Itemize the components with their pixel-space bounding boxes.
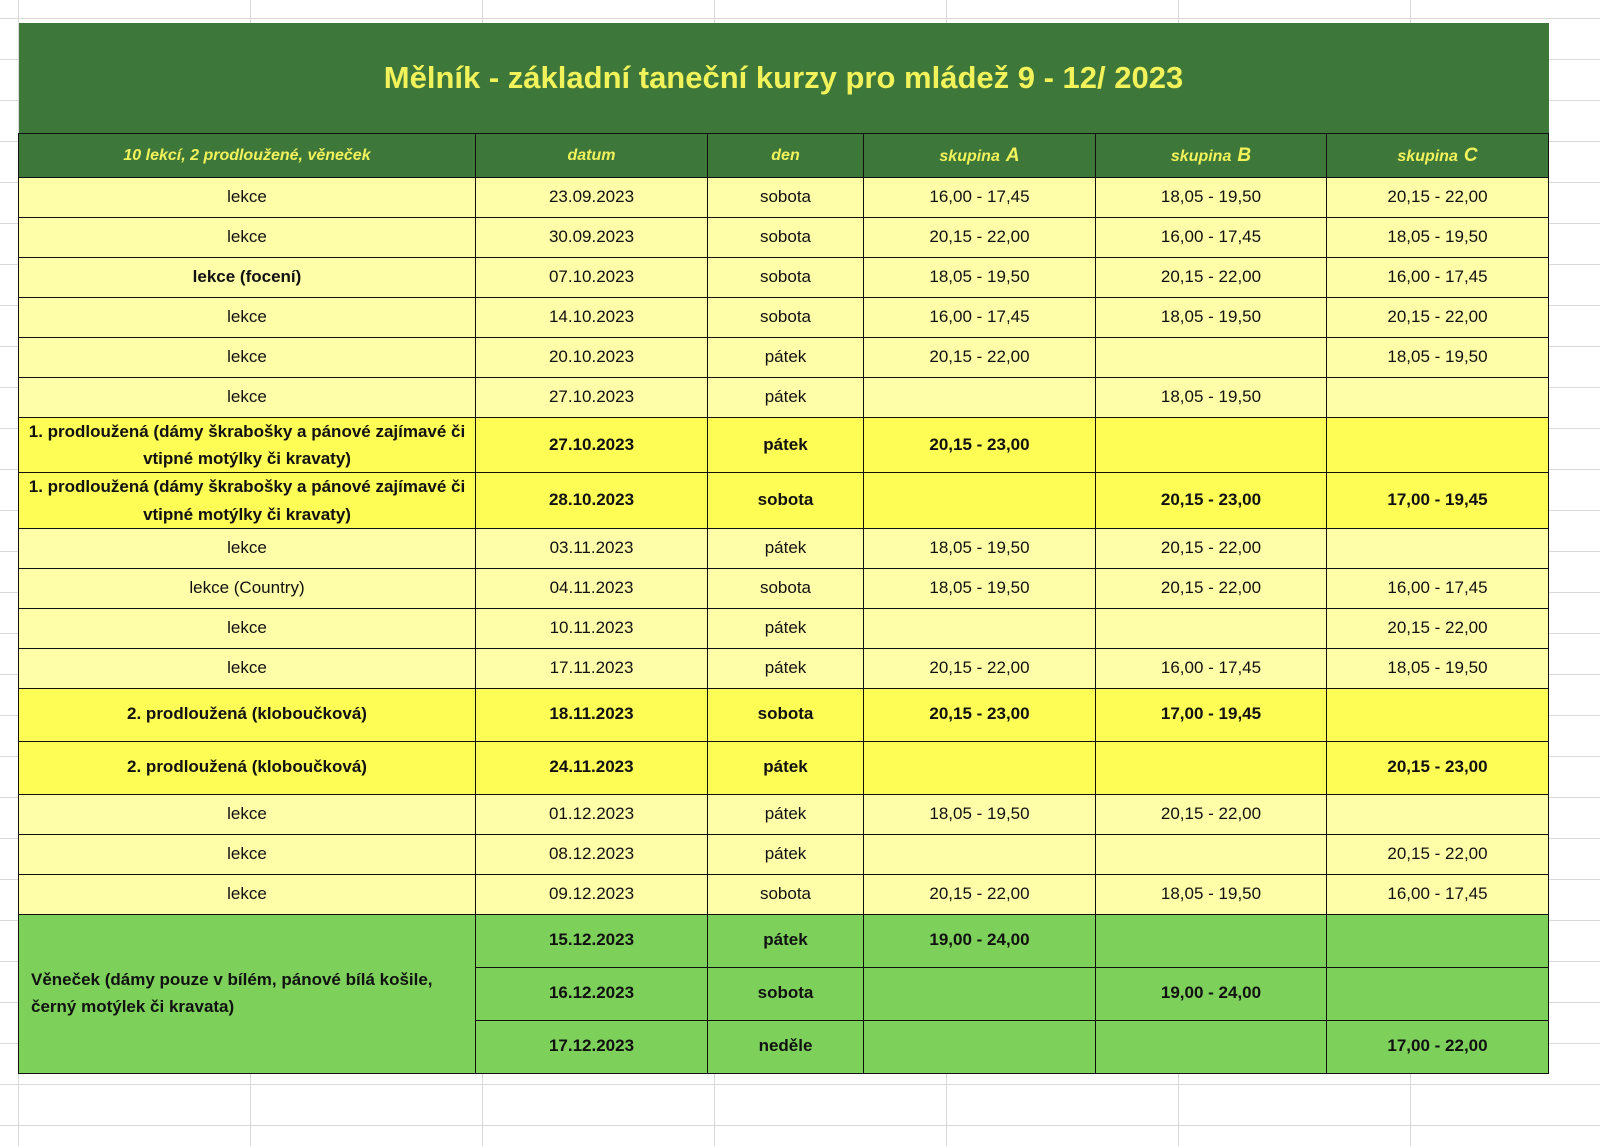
- cell-description[interactable]: lekce: [19, 178, 476, 218]
- cell-description[interactable]: lekce (Country): [19, 568, 476, 608]
- cell-group-b[interactable]: [1096, 834, 1327, 874]
- table-row: [19, 794, 1549, 834]
- cell-date[interactable]: 23.09.2023: [476, 178, 708, 218]
- cell-date[interactable]: 15.12.2023: [476, 914, 708, 967]
- cell-day[interactable]: sobota: [708, 967, 864, 1020]
- cell-group-a[interactable]: 20,15 - 22,00: [864, 648, 1096, 688]
- cell-description[interactable]: 1. prodloužená (dámy škrabošky a pánové zajímavé či vtipné motýlky či kravaty): [19, 473, 476, 528]
- cell-date[interactable]: 14.10.2023: [476, 298, 708, 338]
- header-day[interactable]: den: [708, 134, 864, 178]
- cell-group-a[interactable]: [864, 473, 1096, 528]
- header-group-b-letter: B: [1237, 144, 1252, 166]
- table-row: [19, 688, 1549, 741]
- cell-date[interactable]: 17.12.2023: [476, 1020, 708, 1073]
- cell-description[interactable]: lekce: [19, 218, 476, 258]
- cell-group-a[interactable]: [864, 608, 1096, 648]
- cell-group-a[interactable]: 20,15 - 23,00: [864, 418, 1096, 473]
- cell-day[interactable]: sobota: [708, 874, 864, 914]
- cell-day[interactable]: sobota: [708, 178, 864, 218]
- cell-group-b[interactable]: 20,15 - 22,00: [1096, 568, 1327, 608]
- cell-group-a[interactable]: [864, 967, 1096, 1020]
- cell-date[interactable]: 07.10.2023: [476, 258, 708, 298]
- cell-group-a[interactable]: [864, 834, 1096, 874]
- table-row: [19, 874, 1549, 914]
- cell-group-c[interactable]: [1327, 794, 1549, 834]
- cell-date[interactable]: 10.11.2023: [476, 608, 708, 648]
- cell-group-a[interactable]: [864, 378, 1096, 418]
- cell-date[interactable]: 17.11.2023: [476, 648, 708, 688]
- header-group-b-label: skupina: [1170, 147, 1232, 165]
- cell-date[interactable]: 03.11.2023: [476, 528, 708, 568]
- cell-date[interactable]: 27.10.2023: [476, 418, 708, 473]
- table-row: [19, 298, 1549, 338]
- cell-group-a[interactable]: 16,00 - 17,45: [864, 178, 1096, 218]
- header-date[interactable]: datum: [476, 134, 708, 178]
- cell-date[interactable]: 20.10.2023: [476, 338, 708, 378]
- cell-group-c[interactable]: 20,15 - 22,00: [1327, 298, 1549, 338]
- cell-group-b[interactable]: [1096, 608, 1327, 648]
- cell-group-c[interactable]: 18,05 - 19,50: [1327, 648, 1549, 688]
- cell-date[interactable]: 16.12.2023: [476, 967, 708, 1020]
- cell-day[interactable]: pátek: [708, 741, 864, 794]
- cell-day[interactable]: pátek: [708, 608, 864, 648]
- cell-description[interactable]: lekce: [19, 528, 476, 568]
- table-row: [19, 528, 1549, 568]
- cell-group-c[interactable]: 20,15 - 23,00: [1327, 741, 1549, 794]
- cell-group-c[interactable]: 16,00 - 17,45: [1327, 258, 1549, 298]
- cell-group-c[interactable]: [1327, 914, 1549, 967]
- cell-description[interactable]: 2. prodloužená (kloboučková): [19, 741, 476, 794]
- cell-group-a[interactable]: 16,00 - 17,45: [864, 298, 1096, 338]
- table-row: [19, 741, 1549, 794]
- cell-group-a[interactable]: [864, 741, 1096, 794]
- cell-description[interactable]: lekce: [19, 378, 476, 418]
- cell-group-c[interactable]: 20,15 - 22,00: [1327, 178, 1549, 218]
- cell-description[interactable]: lekce: [19, 648, 476, 688]
- cell-date[interactable]: 08.12.2023: [476, 834, 708, 874]
- cell-day[interactable]: pátek: [708, 378, 864, 418]
- cell-group-a[interactable]: 18,05 - 19,50: [864, 258, 1096, 298]
- cell-day[interactable]: pátek: [708, 338, 864, 378]
- cell-group-a[interactable]: 20,15 - 22,00: [864, 874, 1096, 914]
- cell-day[interactable]: pátek: [708, 914, 864, 967]
- cell-description[interactable]: 1. prodloužená (dámy škrabošky a pánové zajímavé či vtipné motýlky či kravaty): [19, 418, 476, 473]
- cell-group-a[interactable]: 19,00 - 24,00: [864, 914, 1096, 967]
- cell-group-b[interactable]: 16,00 - 17,45: [1096, 218, 1327, 258]
- header-group-a-label: skupina: [939, 147, 1000, 165]
- cell-day[interactable]: pátek: [708, 794, 864, 834]
- cell-group-b[interactable]: [1096, 338, 1327, 378]
- cell-group-c[interactable]: [1327, 378, 1549, 418]
- cell-group-b[interactable]: 20,15 - 22,00: [1096, 528, 1327, 568]
- cell-date[interactable]: 09.12.2023: [476, 874, 708, 914]
- cell-description[interactable]: lekce: [19, 298, 476, 338]
- header-group-a[interactable]: [864, 134, 1096, 178]
- cell-group-b[interactable]: [1096, 741, 1327, 794]
- cell-date[interactable]: 27.10.2023: [476, 378, 708, 418]
- cell-description[interactable]: lekce: [19, 874, 476, 914]
- cell-group-c[interactable]: 17,00 - 22,00: [1327, 1020, 1549, 1073]
- cell-description[interactable]: lekce: [19, 794, 476, 834]
- cell-group-a[interactable]: 18,05 - 19,50: [864, 794, 1096, 834]
- cell-date[interactable]: 04.11.2023: [476, 568, 708, 608]
- cell-group-a[interactable]: 18,05 - 19,50: [864, 568, 1096, 608]
- cell-group-a[interactable]: 20,15 - 23,00: [864, 688, 1096, 741]
- cell-group-c[interactable]: [1327, 967, 1549, 1020]
- cell-group-b[interactable]: 20,15 - 22,00: [1096, 258, 1327, 298]
- cell-group-c[interactable]: 18,05 - 19,50: [1327, 338, 1549, 378]
- cell-day[interactable]: sobota: [708, 568, 864, 608]
- cell-description[interactable]: lekce: [19, 608, 476, 648]
- cell-group-c[interactable]: 18,05 - 19,50: [1327, 218, 1549, 258]
- table-row: [19, 608, 1549, 648]
- cell-description[interactable]: lekce (focení): [19, 258, 476, 298]
- cell-date[interactable]: 30.09.2023: [476, 218, 708, 258]
- cell-date[interactable]: 24.11.2023: [476, 741, 708, 794]
- cell-description[interactable]: lekce: [19, 834, 476, 874]
- cell-group-c[interactable]: [1327, 688, 1549, 741]
- cell-day[interactable]: pátek: [708, 528, 864, 568]
- cell-group-b[interactable]: [1096, 1020, 1327, 1073]
- cell-day[interactable]: pátek: [708, 648, 864, 688]
- header-group-a-letter: A: [1005, 144, 1020, 166]
- cell-date[interactable]: 18.11.2023: [476, 688, 708, 741]
- cell-description[interactable]: 2. prodloužená (kloboučková): [19, 688, 476, 741]
- table-row: [19, 338, 1549, 378]
- cell-day[interactable]: neděle: [708, 1020, 864, 1073]
- cell-day[interactable]: sobota: [708, 218, 864, 258]
- table-row: [19, 418, 1549, 473]
- cell-group-a[interactable]: [864, 1020, 1096, 1073]
- cell-group-c[interactable]: 20,15 - 22,00: [1327, 608, 1549, 648]
- cell-day[interactable]: pátek: [708, 834, 864, 874]
- cell-group-a[interactable]: 20,15 - 22,00: [864, 338, 1096, 378]
- header-group-b[interactable]: [1096, 134, 1327, 178]
- schedule-table: [18, 23, 1549, 1074]
- cell-group-c[interactable]: 20,15 - 22,00: [1327, 834, 1549, 874]
- cell-date[interactable]: 01.12.2023: [476, 794, 708, 834]
- cell-description[interactable]: lekce: [19, 338, 476, 378]
- cell-group-b[interactable]: 20,15 - 22,00: [1096, 794, 1327, 834]
- cell-group-b[interactable]: 20,15 - 23,00: [1096, 473, 1327, 528]
- header-description[interactable]: 10 lekcí, 2 prodloužené, věneček: [19, 134, 476, 178]
- table-row: [19, 568, 1549, 608]
- cell-day[interactable]: sobota: [708, 473, 864, 528]
- cell-group-a[interactable]: 18,05 - 19,50: [864, 528, 1096, 568]
- table-row: [19, 648, 1549, 688]
- table-row: [19, 378, 1549, 418]
- cell-group-b[interactable]: [1096, 418, 1327, 473]
- page-title[interactable]: Mělník - základní taneční kurzy pro mládež 9 - 12/ 2023: [19, 23, 1549, 134]
- cell-day[interactable]: sobota: [708, 298, 864, 338]
- cell-group-b[interactable]: [1096, 914, 1327, 967]
- table-row: [19, 473, 1549, 528]
- cell-group-b[interactable]: 19,00 - 24,00: [1096, 967, 1327, 1020]
- table-row: [19, 834, 1549, 874]
- header-row: [19, 134, 1549, 178]
- cell-group-b[interactable]: 18,05 - 19,50: [1096, 298, 1327, 338]
- cell-day[interactable]: pátek: [708, 418, 864, 473]
- cell-description[interactable]: Věneček (dámy pouze v bílém, pánové bílá košile, černý motýlek či kravata): [19, 914, 476, 1073]
- header-group-c[interactable]: [1327, 134, 1549, 178]
- header-group-c-label: skupina: [1397, 147, 1458, 165]
- cell-group-c[interactable]: 17,00 - 19,45: [1327, 473, 1549, 528]
- cell-group-b[interactable]: 18,05 - 19,50: [1096, 378, 1327, 418]
- table-row: [19, 218, 1549, 258]
- table-row: [19, 258, 1549, 298]
- title-row: [19, 23, 1549, 134]
- cell-group-a[interactable]: 20,15 - 22,00: [864, 218, 1096, 258]
- cell-date[interactable]: 28.10.2023: [476, 473, 708, 528]
- cell-group-b[interactable]: 18,05 - 19,50: [1096, 178, 1327, 218]
- cell-group-b[interactable]: 16,00 - 17,45: [1096, 648, 1327, 688]
- cell-group-c[interactable]: 16,00 - 17,45: [1327, 874, 1549, 914]
- table-row: [19, 914, 1549, 967]
- table-row: [19, 178, 1549, 218]
- cell-day[interactable]: sobota: [708, 688, 864, 741]
- header-group-c-letter: C: [1463, 144, 1478, 166]
- cell-group-c[interactable]: 16,00 - 17,45: [1327, 568, 1549, 608]
- cell-group-b[interactable]: 18,05 - 19,50: [1096, 874, 1327, 914]
- cell-group-b[interactable]: 17,00 - 19,45: [1096, 688, 1327, 741]
- cell-group-c[interactable]: [1327, 418, 1549, 473]
- cell-day[interactable]: sobota: [708, 258, 864, 298]
- cell-group-c[interactable]: [1327, 528, 1549, 568]
